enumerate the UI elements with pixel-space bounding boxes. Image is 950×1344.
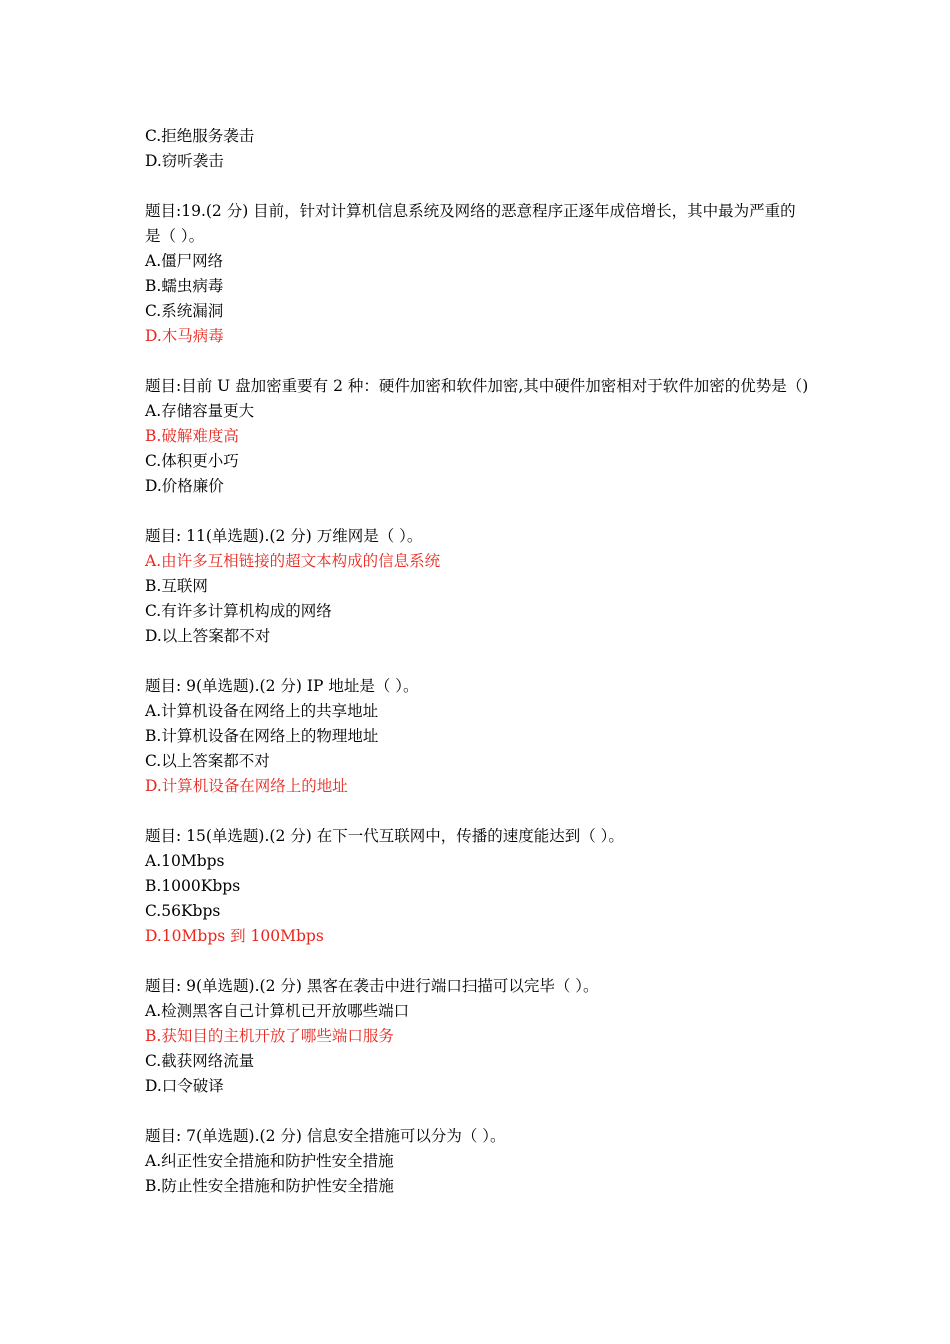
correct-option: B.破解难度高 <box>145 427 239 445</box>
option: A.检测黑客自己计算机已开放哪些端口 <box>145 1002 410 1020</box>
question-title: 题目:目前 U 盘加密重要有 2 种：硬件加密和软件加密,其中硬件加密相对于软件加密的优势是（) <box>145 377 809 395</box>
question-title: 题目: 7(单选题).(2 分) 信息安全措施可以分为（ ）。 <box>145 1127 506 1145</box>
question-title: 题目: 9(单选题).(2 分) 黑客在袭击中进行端口扫描可以完毕（ ）。 <box>145 977 599 995</box>
option: A.僵尸网络 <box>145 252 224 270</box>
option: D.口令破译 <box>145 1077 224 1095</box>
option: C.有许多计算机构成的网络 <box>145 602 332 620</box>
question-block <box>145 974 810 1099</box>
option: D.以上答案都不对 <box>145 627 271 645</box>
question-title: 题目:19.(2 分) 目前，针对计算机信息系统及网络的恶意程序正逐年成倍增长，其中最为严重的是（ ）。 <box>145 202 796 245</box>
option: C.体积更小巧 <box>145 452 239 470</box>
question-title: 题目: 9(单选题).(2 分) IP 地址是（ ）。 <box>145 677 419 695</box>
option: A.计算机设备在网络上的共享地址 <box>145 702 379 720</box>
correct-option: B.获知目的主机开放了哪些端口服务 <box>145 1027 394 1045</box>
correct-option: D.木马病毒 <box>145 327 224 345</box>
option: C.截获网络流量 <box>145 1052 255 1070</box>
question-block <box>145 674 810 799</box>
question-block <box>145 824 810 949</box>
option: C.56Kbps <box>145 902 221 920</box>
option: D.窃听袭击 <box>145 152 224 170</box>
question-block <box>145 524 810 649</box>
option: A.10Mbps <box>145 852 225 870</box>
option: B.计算机设备在网络上的物理地址 <box>145 727 379 745</box>
question-title: 题目: 15(单选题).(2 分) 在下一代互联网中，传播的速度能达到（ ）。 <box>145 827 624 845</box>
option: A.存储容量更大 <box>145 402 255 420</box>
document-page <box>145 124 810 1224</box>
option: B.蠕虫病毒 <box>145 277 224 295</box>
option: A.纠正性安全措施和防护性安全措施 <box>145 1152 394 1170</box>
option: B.互联网 <box>145 577 208 595</box>
option: B.1000Kbps <box>145 877 241 895</box>
question-block <box>145 1124 810 1199</box>
option: C.系统漏洞 <box>145 302 224 320</box>
option: D.价格廉价 <box>145 477 224 495</box>
option: B.防止性安全措施和防护性安全措施 <box>145 1177 394 1195</box>
correct-option: D.计算机设备在网络上的地址 <box>145 777 348 795</box>
partial-question <box>145 124 810 174</box>
correct-option: A.由许多互相链接的超文本构成的信息系统 <box>145 552 441 570</box>
question-block <box>145 199 810 349</box>
question-title: 题目: 11(单选题).(2 分) 万维网是（ ）。 <box>145 527 423 545</box>
option: C.以上答案都不对 <box>145 752 270 770</box>
correct-option: D.10Mbps 到 100Mbps <box>145 927 324 945</box>
question-block <box>145 374 810 499</box>
option: C.拒绝服务袭击 <box>145 127 255 145</box>
